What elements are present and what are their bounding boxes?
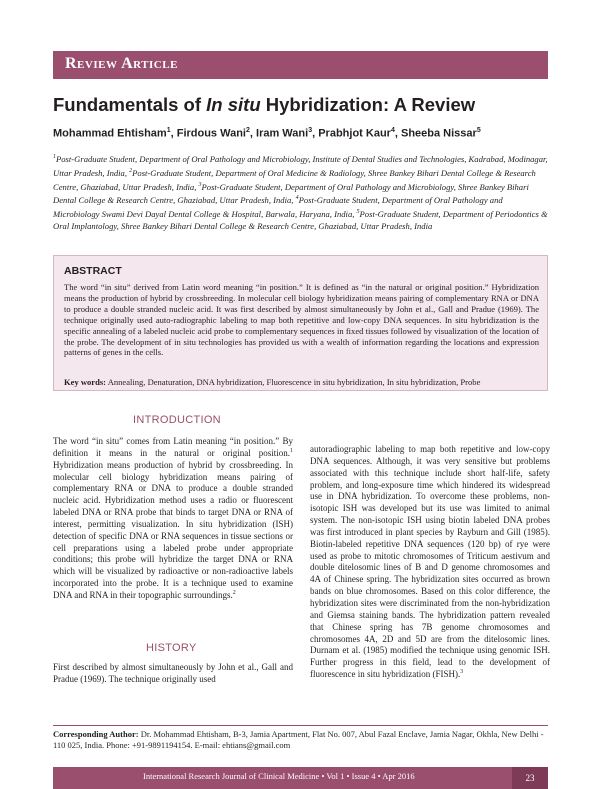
abstract-box	[53, 255, 548, 391]
affiliations	[53, 152, 549, 233]
title-part: Fundamentals of	[53, 94, 207, 115]
author-sup: 1	[166, 127, 171, 134]
author-sup: 4	[390, 127, 395, 134]
article-title	[53, 94, 553, 116]
affil-text: Post-Graduate Student, Department of Oral Pathology and Microbiology, Institute of Dental Studies and Technologies, Kadrabad, Modinagar, Uttar Pradesh, India,	[53, 153, 548, 178]
right-col-body: autoradiographic labeling to map both repetitive and low-copy DNA sequences. Although, it was very sensitive but problems associated with this technique include short half-life, safety problem, and long-exposure time which hindered its widespread use in DNA hybridization. To overcome these problems, non-isotopic ISH was developed but its use was limited to animal system. The non-isotopic ISH using biotin labeled DNA probes was first introduced in plant species by Rayburn and Gill (1985). Biotin-labeled repetitive DNA sequences (120 bp) of rye were used as probe to mitotic chromosomes of Triticum aestivum and double ditelosomic lines of B and D genome chromosomes and 4A of Chinese spring. The hybridization sites occurred as brown bands on blue chromosomes. Based on this color difference, the hybridization sites were discriminated from the non-hybridization and Giemsa staining bands. The hybridization pattern revealed that Chinese spring has 7B genome chromosomes and chromosomes 4A, 2D and 5D are from the ditelosomic lines. Durnam et al. (1985) modified the technique using genomic ISH. Further progress in this field, lead to the development of fluorescence in situ hybridization (FISH).	[310, 444, 550, 680]
intro-part: The word “in situ” comes from Latin meaning “in position.” By definition it means in the natural or original position.	[53, 436, 293, 458]
affil-text: Post-Graduate Student, Department of Oral Pathology and Microbiology Swami Devi Dayal Dental College & Hospital, Barwala, Haryana, India,	[53, 195, 503, 219]
affil-sup: 5	[356, 209, 360, 216]
author-sup: 2	[245, 127, 250, 134]
page-number: 23	[512, 767, 548, 789]
author-sup: 5	[476, 127, 481, 134]
affil-sup: 1	[53, 154, 56, 160]
corr-text: Dr. Mohammad Ehtisham, B-3, Jamia Apartment, Flat No. 007, Abul Fazal Enclave, Jamia Nagar, Okhla, New Delhi - 110 025, India. Phone: +91-9891194154. E-mail: ehtians@gmail.com	[53, 729, 544, 750]
keywords-text: Annealing, Denaturation, DNA hybridization, Fluorescence in situ hybridization, In situ hybridization, Probe	[106, 377, 481, 387]
title-italic: In situ	[206, 94, 261, 115]
introduction-text	[53, 436, 293, 602]
article-type-label: Review Article	[65, 55, 178, 72]
right-column-text	[310, 444, 550, 681]
author-name: Prabhjot Kaur	[318, 127, 391, 140]
affil-text: Post-Graduate Student, Department of Periodontics & Oral Implantology, Shree Bankey Bihari Dental College & Research Centre, Ghaziabad, Uttar Pradesh, India	[53, 208, 548, 231]
keywords-label: Key words:	[64, 377, 107, 387]
section-heading-history: HISTORY	[146, 642, 197, 654]
affil-text: Post-Graduate Student, Department of Oral Medicine & Radiology, Shree Bankey Bihari Dental College & Research Centre, Ghaziabad, Uttar Pradesh, India,	[53, 167, 536, 192]
author-name: Firdous Wani	[176, 127, 246, 140]
author-name: Sheeba Nissar	[400, 127, 477, 140]
corresponding-author	[53, 729, 549, 751]
affil-sup: 3	[198, 181, 202, 188]
article-type-banner	[53, 51, 548, 79]
keywords	[64, 377, 544, 387]
title-part: Hybridization: A Review	[260, 94, 476, 115]
section-heading-introduction: INTRODUCTION	[133, 414, 221, 426]
citation-ref: 3	[460, 669, 464, 676]
author-list: Mohammad Ehtisham$^1$, Firdous Wani$^2$, Iram Wani$^3$, Prabhjot Kaur$^4$, Sheeba Nissar$^5$	[53, 127, 481, 140]
divider	[53, 725, 548, 726]
abstract-heading: ABSTRACT	[64, 265, 122, 277]
affil-sup: 4	[295, 195, 299, 202]
citation-ref: 2	[232, 589, 236, 596]
author-sup: 3	[308, 127, 313, 134]
abstract-text: The word “in situ” derived from Latin word meaning “in position.” It is defined as “in the natural or original position.” Hybridization means the production of hybrid by crossbreeding. In molecular cell biology hybridization means pairing of complementary RNA or DNA to produce a double stranded nucleic acid. It was first described by almost simultaneously by John et al., Gall and Pradue (1969). The technique originally used auto-radiographic labeling to map both repetitive and low-copy DNA sequences. In situ hybridization is the specific annealing of a labeled nucleic acid probe to complementary sequences in fixed tissues followed by visualization of the location of the probe. The development of in situ technologies has provided us with a wealth of information regarding the locations and expression patterns of genes in the cells.	[64, 282, 539, 358]
corr-label: Corresponding Author:	[53, 729, 139, 739]
intro-part: Hybridization means production of hybrid by crossbreeding. In molecular cell biology hybridization means pairing of complementary RNA or DNA to produce a double stranded nucleic acid. Hybridization method uses a radio or fluorescent labeled DNA or RNA probe that binds to target DNA or RNA of interest, permitting visualization. In situ hybridization (ISH) detection of specific DNA or RNA sequences in tissue sections or cell preparations using a labeled probe under appropriate conditions; this probe will hybridize the target DNA or RNA which will be visualized by radioactive or non-radioactive labels incorporated into the probe. It is a technique used to examine DNA and RNA in their topographic surroundings.	[53, 459, 293, 600]
page-footer	[53, 767, 548, 789]
author-name: Mohammad Ehtisham	[53, 127, 167, 140]
author-name: Iram Wani	[256, 127, 309, 140]
history-text: First described by almost simultaneously by John et al., Gall and Pradue (1969). The technique originally used	[53, 662, 293, 684]
affil-text: Post-Graduate Student, Department of Oral Pathology and Microbiology, Shree Bankey Bihari Dental College & Research Centre, Ghaziabad, Uttar Pradesh, India,	[53, 181, 529, 206]
citation-ref: 1	[290, 447, 293, 454]
affil-sup: 2	[129, 167, 133, 174]
journal-citation: International Research Journal of Clinical Medicine • Vol 1 • Issue 4 • Apr 2016	[143, 771, 415, 781]
